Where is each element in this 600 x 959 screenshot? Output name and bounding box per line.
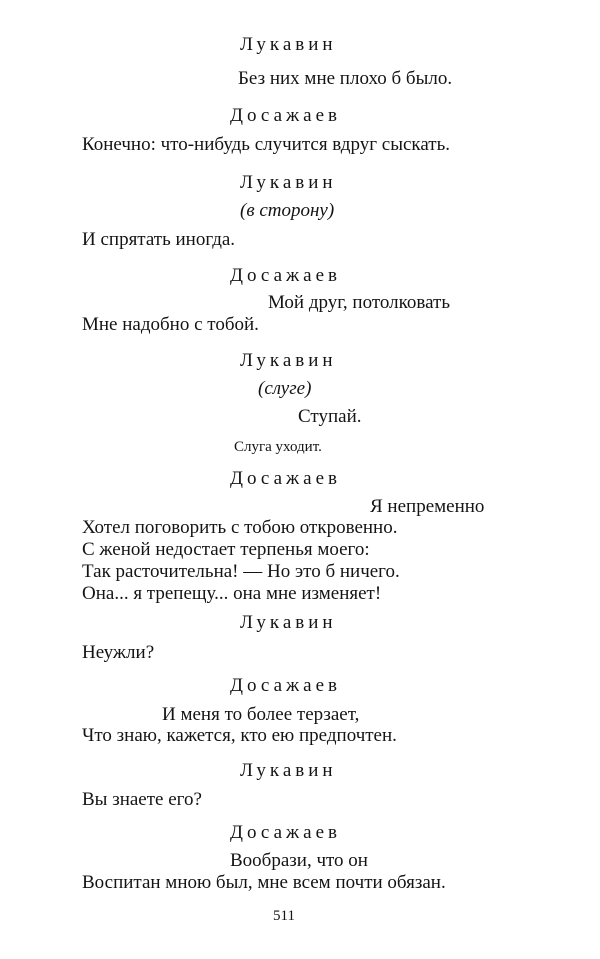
verse-line: Так расточительна! — Но это б ничего. xyxy=(82,561,400,582)
verse-line: Мне надобно с тобой. xyxy=(82,314,259,335)
verse-line: Что знаю, кажется, кто ею предпочтен. xyxy=(82,725,397,746)
verse-line: И меня то более терзает, xyxy=(162,704,360,725)
verse-line: Без них мне плохо б было. xyxy=(238,68,453,89)
stage-direction: (в сторону) xyxy=(240,200,335,221)
speaker-lukavin: Лукавин xyxy=(240,612,337,633)
speaker-dosazhaev: Досажаев xyxy=(230,265,341,286)
verse-line: Воспитан мною был, мне всем почти обязан. xyxy=(82,872,446,893)
speaker-lukavin: Лукавин xyxy=(240,350,337,371)
verse-line: Вы знаете его? xyxy=(82,789,202,810)
stage-direction: (слуге) xyxy=(258,378,312,399)
page-number: 511 xyxy=(273,908,295,924)
speaker-dosazhaev: Досажаев xyxy=(230,105,341,126)
speaker-dosazhaev: Досажаев xyxy=(230,468,341,489)
verse-line: Мой друг, потолковать xyxy=(268,292,451,313)
speaker-lukavin: Лукавин xyxy=(240,760,337,781)
verse-line: Конечно: что-нибудь случится вдруг сыскать. xyxy=(82,134,450,155)
verse-line: Неужли? xyxy=(82,642,155,663)
speaker-lukavin: Лукавин xyxy=(240,172,337,193)
verse-line: С женой недостает терпенья моего: xyxy=(82,539,370,560)
verse-line: Хотел поговорить с тобою откровенно. xyxy=(82,517,398,538)
verse-line: Вообрази, что он xyxy=(230,850,368,871)
verse-line: И спрятать иногда. xyxy=(82,229,236,250)
speaker-dosazhaev: Досажаев xyxy=(230,675,341,696)
speaker-lukavin: Лукавин xyxy=(240,34,337,55)
speaker-dosazhaev: Досажаев xyxy=(230,822,341,843)
verse-line: Она... я трепещу... она мне изменяет! xyxy=(82,583,382,604)
stage-remark: Слуга уходит. xyxy=(234,439,322,455)
verse-line: Ступай. xyxy=(298,406,362,427)
verse-line: Я непременно xyxy=(370,496,485,517)
